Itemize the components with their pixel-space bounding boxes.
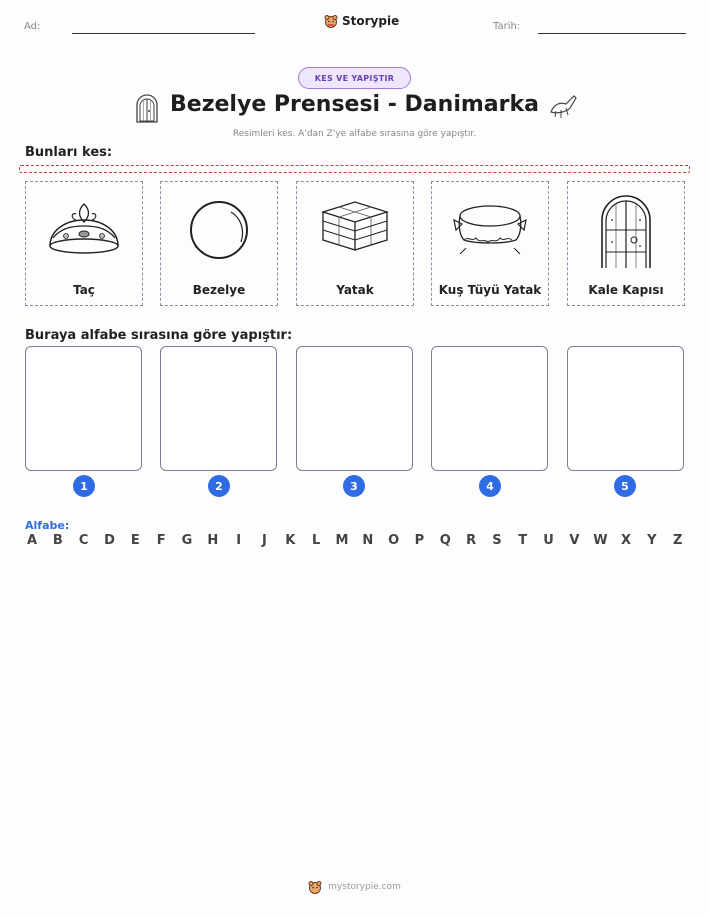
- cut-heading: Bunları kes:: [25, 145, 113, 160]
- cut-card-mattress[interactable]: [296, 181, 414, 306]
- date-line[interactable]: [538, 33, 686, 34]
- paste-slot-1[interactable]: [25, 346, 142, 471]
- paste-slot-2[interactable]: [160, 346, 277, 471]
- alphabet-letter: N: [362, 533, 374, 548]
- card-label: Kale Kapısı: [588, 283, 664, 297]
- cut-card-pea[interactable]: [160, 181, 278, 306]
- paste-slot-4[interactable]: [431, 346, 548, 471]
- paste-slot-5[interactable]: [567, 346, 684, 471]
- card-label: Yatak: [336, 283, 374, 297]
- alphabet-row: [25, 533, 685, 548]
- date-label: Tarih:: [493, 21, 521, 32]
- slot-number-4: 4: [479, 475, 501, 497]
- slot-number-1: 1: [73, 475, 95, 497]
- cut-card-feather-bed[interactable]: [431, 181, 549, 306]
- footer-site-link[interactable]: mystorypie.com: [328, 882, 401, 892]
- slot-number-5: 5: [614, 475, 636, 497]
- alphabet-letter: F: [156, 533, 166, 548]
- castle-door-icon: [568, 190, 684, 270]
- alphabet-letter: I: [236, 533, 242, 548]
- alphabet-letter: G: [181, 533, 193, 548]
- mattress-stack-icon: [297, 190, 413, 270]
- alphabet-letter: O: [388, 533, 400, 548]
- alphabet-letter: X: [621, 533, 632, 548]
- page-title: Bezelye Prensesi - Danimarka: [170, 92, 539, 117]
- storypie-mascot-icon: [324, 14, 338, 28]
- name-label: Ad:: [24, 21, 41, 32]
- feather-bed-icon: [432, 190, 548, 270]
- paste-heading: Buraya alfabe sırasına göre yapıştır:: [25, 328, 293, 343]
- alphabet-letter: C: [78, 533, 89, 548]
- alphabet-letter: J: [262, 533, 267, 548]
- name-line[interactable]: [72, 33, 255, 34]
- slot-number-3: 3: [343, 475, 365, 497]
- cut-card-crown[interactable]: [25, 181, 143, 306]
- paste-slot-3[interactable]: [296, 346, 413, 471]
- logo-text: Storypie: [342, 14, 400, 28]
- alphabet-letter: E: [130, 533, 140, 548]
- alphabet-letter: R: [466, 533, 477, 548]
- alphabet-letter: V: [569, 533, 580, 548]
- storypie-mascot-icon: [308, 880, 322, 894]
- slot-number-2: 2: [208, 475, 230, 497]
- crown-icon: [26, 190, 142, 270]
- alphabet-letter: D: [104, 533, 115, 548]
- card-label: Taç: [73, 283, 95, 297]
- alphabet-letter: W: [593, 533, 608, 548]
- alphabet-letter: H: [207, 533, 219, 548]
- glass-slipper-icon: [548, 92, 578, 120]
- alphabet-letter: L: [311, 533, 321, 548]
- card-label: Kuş Tüyü Yatak: [438, 283, 542, 297]
- alphabet-label: Alfabe:: [25, 519, 70, 532]
- alphabet-letter: S: [492, 533, 502, 548]
- activity-badge: KES VE YAPIŞTIR: [298, 67, 411, 89]
- pea-icon: [161, 190, 277, 270]
- alphabet-letter: Y: [647, 533, 657, 548]
- alphabet-letter: M: [335, 533, 349, 548]
- alphabet-letter: A: [26, 533, 38, 548]
- storypie-logo: [324, 14, 399, 28]
- alphabet-letter: U: [543, 533, 554, 548]
- cut-line: [19, 165, 690, 173]
- instructions: Resimleri kes. A'dan Z'ye alfabe sırasına göre yapıştır.: [232, 129, 477, 139]
- alphabet-letter: Q: [439, 533, 451, 548]
- footer: [0, 880, 709, 894]
- cut-card-castle-door[interactable]: [567, 181, 685, 306]
- card-label: Bezelye: [192, 283, 246, 297]
- alphabet-letter: K: [285, 533, 296, 548]
- alphabet-letter: B: [52, 533, 63, 548]
- alphabet-letter: P: [414, 533, 425, 548]
- alphabet-letter: Z: [672, 533, 683, 548]
- alphabet-letter: T: [518, 533, 528, 548]
